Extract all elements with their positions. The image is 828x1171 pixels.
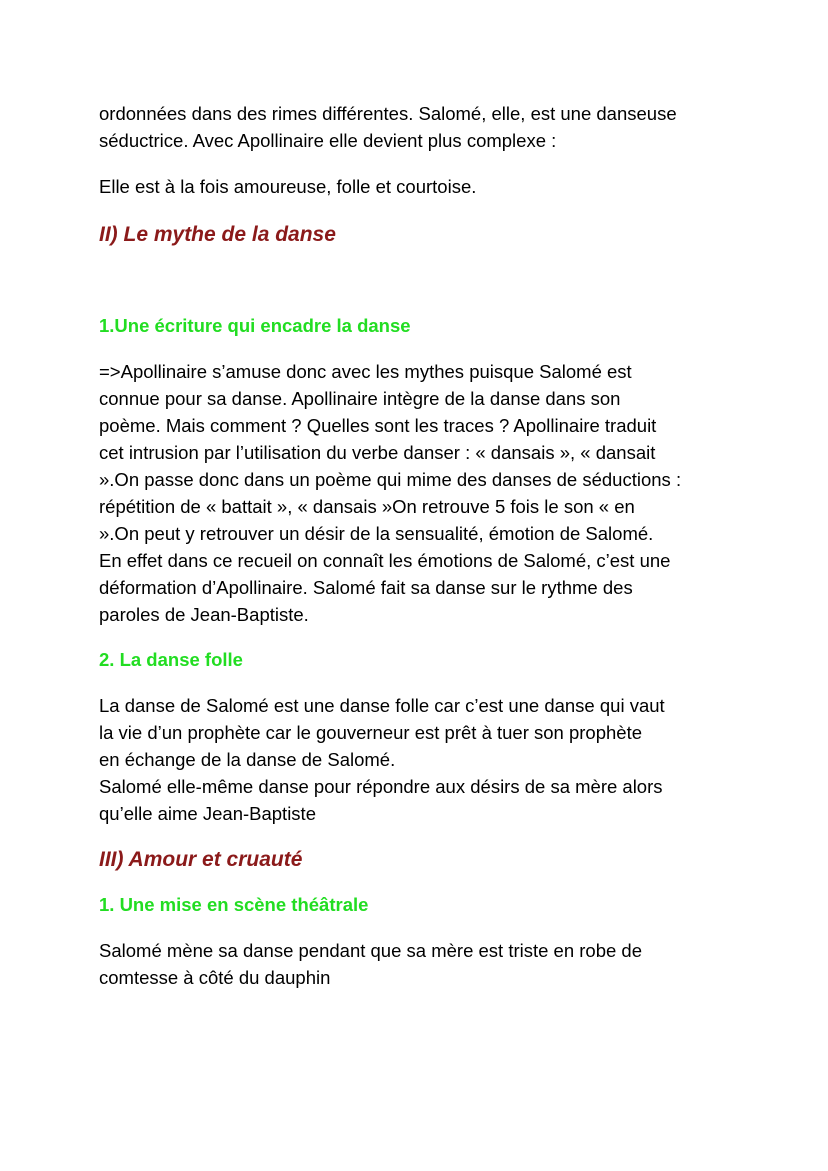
text-line: répétition de « battait », « dansais »On retrouve 5 fois le son « en bbox=[99, 496, 635, 517]
mise-en-scene-paragraph bbox=[99, 937, 739, 991]
text-line: La danse de Salomé est une danse folle car c’est une danse qui vaut bbox=[99, 695, 665, 716]
subsection-heading-mise-en-scene: 1. Une mise en scène théâtrale bbox=[99, 894, 369, 915]
text-line: ordonnées dans des rimes différentes. Salomé, elle, est une danseuse bbox=[99, 103, 677, 124]
text-line: ».On peut y retrouver un désir de la sensualité, émotion de Salomé. bbox=[99, 523, 654, 544]
text-line: ».On passe donc dans un poème qui mime des danses de séductions : bbox=[99, 469, 682, 490]
section-heading-mythe-danse: II) Le mythe de la danse bbox=[99, 223, 336, 246]
section-heading-amour-cruaute: III) Amour et cruauté bbox=[99, 848, 303, 871]
intro-paragraph bbox=[99, 100, 739, 154]
intro-summary-paragraph bbox=[99, 173, 739, 200]
text-line: séductrice. Avec Apollinaire elle devient plus complexe : bbox=[99, 130, 557, 151]
document-page bbox=[99, 100, 739, 1008]
text-line: connue pour sa danse. Apollinaire intègre de la danse dans son bbox=[99, 388, 621, 409]
text-line: cet intrusion par l’utilisation du verbe danser : « dansais », « dansait bbox=[99, 442, 656, 463]
subsection-heading-danse-folle: 2. La danse folle bbox=[99, 649, 243, 670]
ecriture-paragraph bbox=[99, 358, 739, 628]
text-line: Salomé elle-même danse pour répondre aux désirs de sa mère alors bbox=[99, 776, 663, 797]
subsection-heading-ecriture: 1.Une écriture qui encadre la danse bbox=[99, 315, 411, 336]
text-line: en échange de la danse de Salomé. bbox=[99, 749, 396, 770]
danse-folle-paragraph bbox=[99, 692, 739, 827]
text-line: Elle est à la fois amoureuse, folle et courtoise. bbox=[99, 176, 477, 197]
text-line: qu’elle aime Jean-Baptiste bbox=[99, 803, 316, 824]
text-line: Salomé mène sa danse pendant que sa mère est triste en robe de bbox=[99, 940, 643, 961]
text-line: poème. Mais comment ? Quelles sont les traces ? Apollinaire traduit bbox=[99, 415, 657, 436]
text-line: déformation d’Apollinaire. Salomé fait sa danse sur le rythme des bbox=[99, 577, 633, 598]
text-line: En effet dans ce recueil on connaît les émotions de Salomé, c’est une bbox=[99, 550, 671, 571]
text-line: =>Apollinaire s’amuse donc avec les mythes puisque Salomé est bbox=[99, 361, 632, 382]
text-line: comtesse à côté du dauphin bbox=[99, 967, 331, 988]
text-line: la vie d’un prophète car le gouverneur est prêt à tuer son prophète bbox=[99, 722, 643, 743]
text-line: paroles de Jean-Baptiste. bbox=[99, 604, 309, 625]
